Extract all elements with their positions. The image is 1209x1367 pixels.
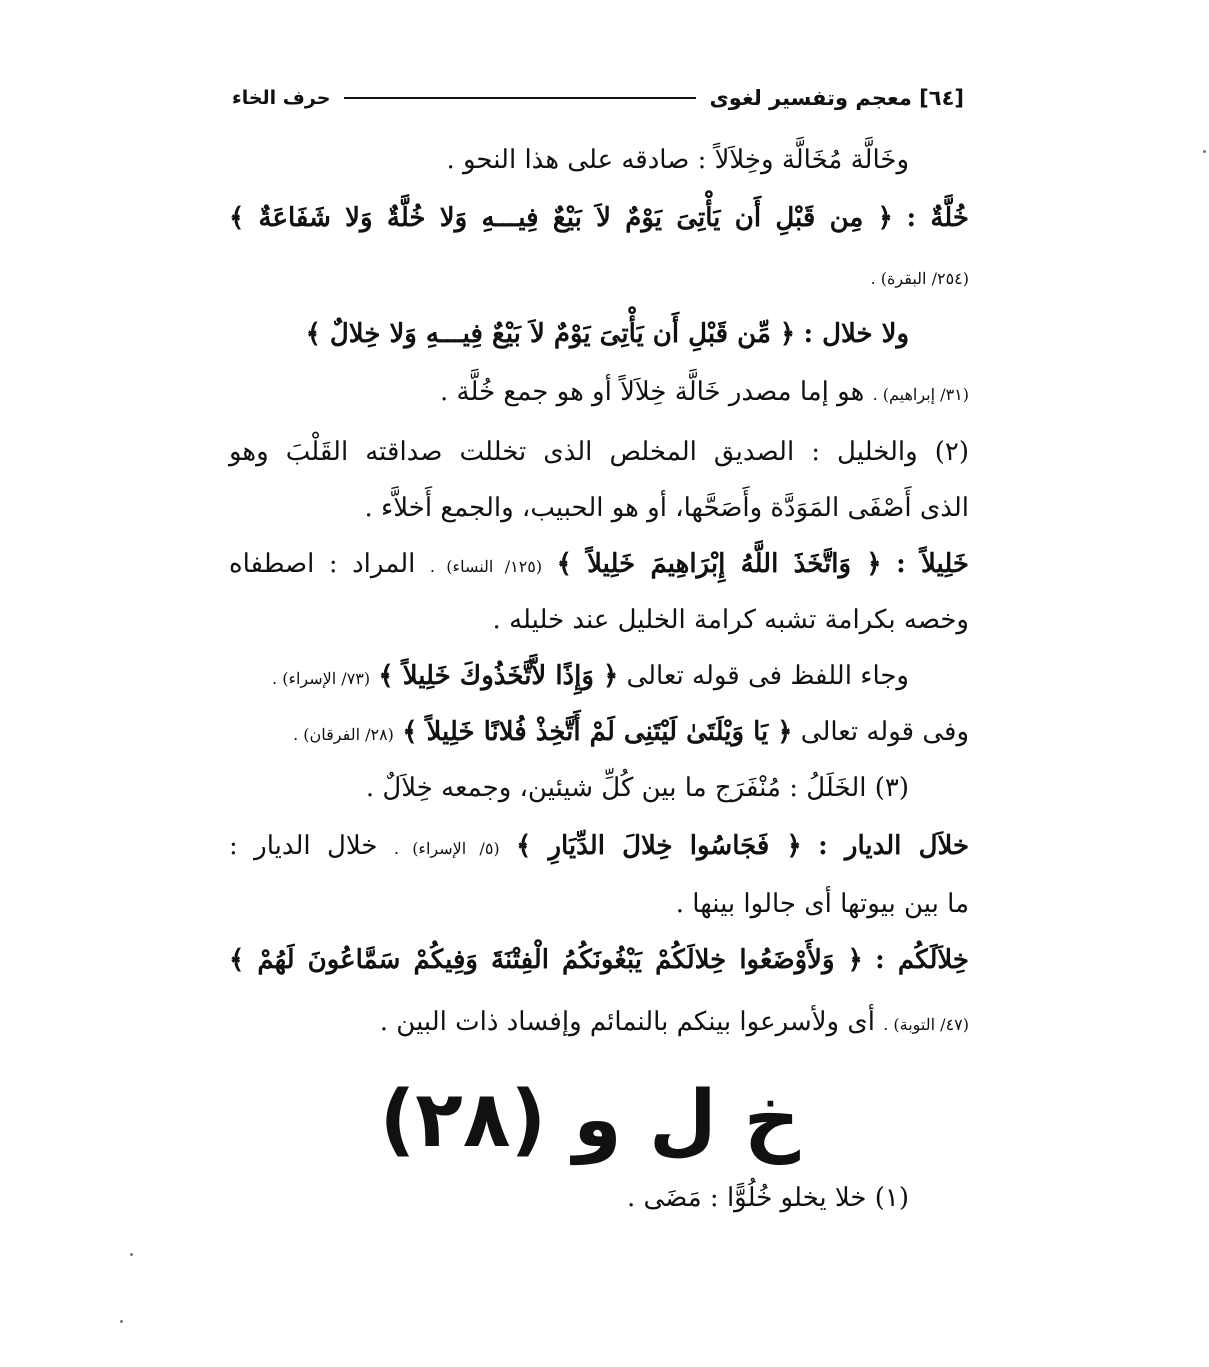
section-letter-label: حرف الخاء xyxy=(232,87,331,109)
running-header xyxy=(232,78,964,118)
text-line-10: وجاء اللفظ فى قوله تعالى ﴿ وَإِذًا لاَّتَّخَذُوكَ خَلِيلاً ﴾ (٧٣/ الإسراء) . xyxy=(272,661,909,691)
scan-speck xyxy=(1203,150,1206,153)
page-number-title: [٦٤] معجم وتفسير لغوى xyxy=(709,86,964,110)
verse-reference: (٥/ الإسراء) . xyxy=(393,839,500,858)
headword: خلاَل الديار : xyxy=(818,831,970,861)
quran-verse: ﴿ فَجَاسُوا خِلالَ الدِّيَارِ ﴾ xyxy=(516,831,802,861)
headword: خَلِيلاً : xyxy=(896,549,969,579)
headword: خِلاَلَكُم : xyxy=(875,945,969,975)
verse-reference-line xyxy=(229,256,969,299)
text-line-6: (٢) والخليل : الصديق المخلص الذى تخللت صداقته القَلْبَ وهو xyxy=(229,437,969,467)
text-line-5: (٣١/ إبراهيم) . هو إما مصدر خَالَّة خِلاَلاً أو هو جمع خُلَّة . xyxy=(440,377,969,407)
quran-verse: ﴿ وَإِذًا لاَّتَّخَذُوكَ خَلِيلاً ﴾ xyxy=(378,661,619,691)
text-line-14: ما بين بيوتها أى جالوا بينها . xyxy=(675,889,969,919)
quran-verse: ﴿ مِن قَبْلِ أَن يَأْتِىَ يَوْمٌ لاَ بَيْعٌ فِيـــهِ وَلا خُلَّةٌ وَلا شَفَاعَةٌ ﴾ xyxy=(229,203,893,233)
entry-khilalakum xyxy=(229,940,969,980)
text-line-12: (٣) الخَلَلُ : مُنْفَرَج ما بين كُلِّ شيئين، وجمعه خِلاَلٌ . xyxy=(365,773,909,803)
verse-reference: (٧٣/ الإسراء) . xyxy=(272,669,371,688)
text-line-11: وفى قوله تعالى ﴿ يَا وَيْلَتَىٰ لَيْتَنِى لَمْ أَتَّخِذْ فُلانًا خَلِيلاً ﴾ (٢٨/ الفرقان) . xyxy=(293,717,969,747)
quran-verse: ﴿ مِّن قَبْلِ أَن يَأْتِىَ يَوْمٌ لاَ بَيْعٌ فِيـــهِ وَلا خِلالٌ ﴾ xyxy=(305,319,796,349)
headword: ولا خلال : xyxy=(803,319,909,349)
text-line-16: (٤٧/ التوبة) . أى ولأسرعوا بينكم بالنمائم وإفساد ذات البين . xyxy=(379,1007,969,1037)
entry-wala-khilal xyxy=(229,314,909,354)
verse-reference: (١٢٥/ النساء) . xyxy=(429,557,543,576)
entry-khilal-al-diyar: خلاَل الديار : ﴿ فَجَاسُوا خِلالَ الدِّيَارِ ﴾ (٥/ الإسراء) . خلال الديار : xyxy=(229,831,970,861)
text-line-9: وخصه بكرامة تشبه كرامة الخليل عند خليله . xyxy=(492,605,969,635)
entry-khulla xyxy=(229,198,969,238)
scan-speck xyxy=(120,1320,123,1323)
verse-reference: (٤٧/ التوبة) . xyxy=(883,1015,969,1034)
verse-reference: (٢٥٤/ البقرة) . xyxy=(870,269,969,288)
verse-reference: (٢٨/ الفرقان) . xyxy=(293,725,394,744)
quran-verse: ﴿ وَاتَّخَذَ اللَّهُ إِبْرَاهِيمَ خَلِيلاً ﴾ xyxy=(556,549,882,579)
headword: خُلَّةٌ : xyxy=(906,203,969,233)
scan-speck xyxy=(130,1253,133,1256)
text-line-7: الذى أَصْفَى المَوَدَّة وأَصَحَّها، أو هو الحبيب، والجمع أَخلاَّء . xyxy=(364,493,969,523)
text-line-17: (١) خلا يخلو خُلُوًّا : مَضَى . xyxy=(626,1183,909,1213)
header-rule xyxy=(344,97,695,99)
entry-khalil: خَلِيلاً : ﴿ وَاتَّخَذَ اللَّهُ إِبْرَاهِيمَ خَلِيلاً ﴾ (١٢٥/ النساء) . المراد : اصطفاه xyxy=(229,549,969,579)
quran-verse: ﴿ وَلأَوْضَعُوا خِلالَكُمْ يَبْغُونَكُمُ الْفِتْنَةَ وَفِيكُمْ سَمَّاعُونَ لَهُمْ ﴾ xyxy=(229,945,863,975)
root-heading: خ ل و (٢٨) xyxy=(379,1075,800,1165)
text-line-1: وخَالَّة مُخَالَّة وخِلاَلاً : صادقه على هذا النحو . xyxy=(446,145,909,175)
verse-reference: (٣١/ إبراهيم) . xyxy=(872,385,969,404)
quran-verse: ﴿ يَا وَيْلَتَىٰ لَيْتَنِى لَمْ أَتَّخِذْ فُلانًا خَلِيلاً ﴾ xyxy=(402,717,793,747)
